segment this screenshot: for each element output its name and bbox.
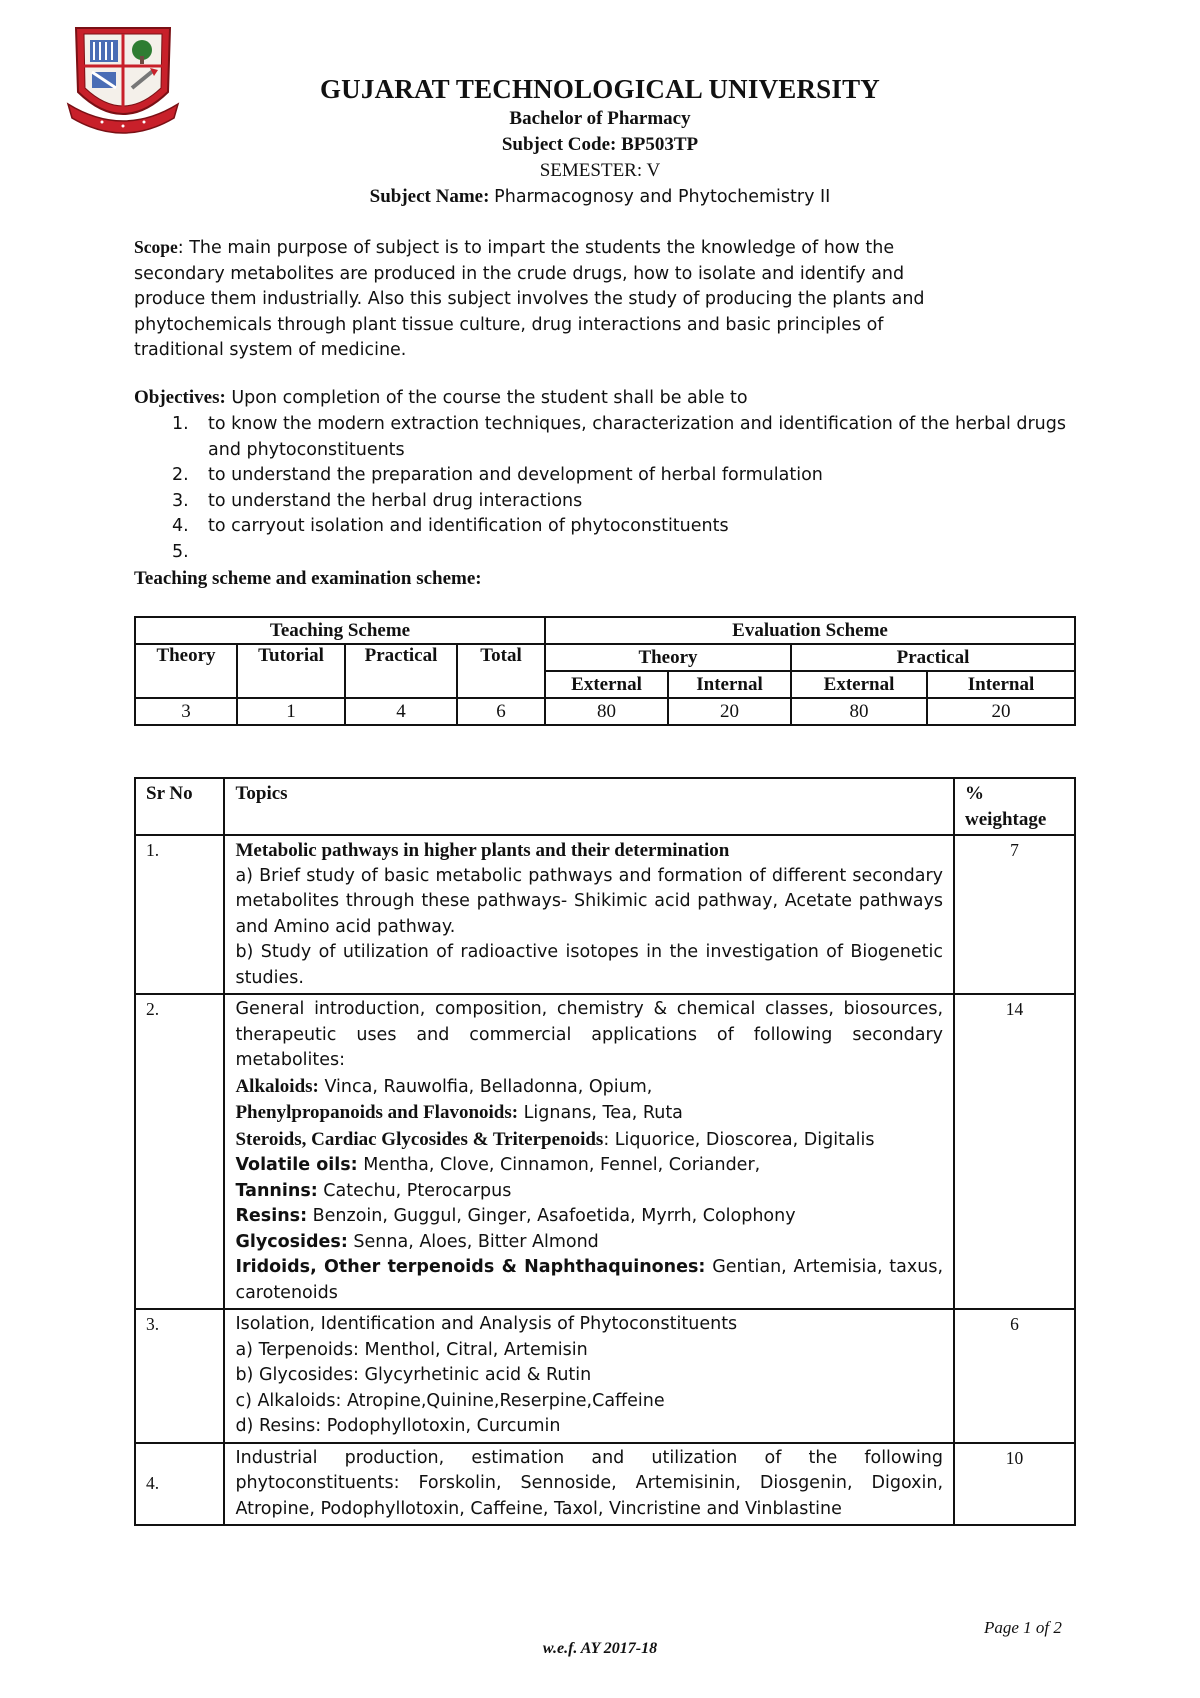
group-label: Tannins:	[235, 1180, 318, 1201]
row-topic-group	[235, 1100, 943, 1127]
row-weight: 7	[954, 835, 1075, 994]
objective-item	[134, 540, 1094, 566]
group-label: Resins:	[235, 1206, 308, 1226]
group-label: Volatile oils:	[235, 1155, 358, 1175]
effective-year: w.e.f. AY 2017-18	[542, 1640, 658, 1657]
table-row	[135, 994, 1075, 1309]
col-practical-external: External	[791, 671, 927, 698]
row-topic	[224, 1309, 954, 1443]
col-theory: Theory	[135, 644, 237, 698]
objective-number: 4.	[172, 516, 189, 536]
group-label: Glycosides:	[235, 1231, 348, 1252]
semester: SEMESTER: V	[539, 160, 661, 181]
row-weight: 10	[954, 1443, 1075, 1526]
teaching-scheme-header: Teaching Scheme	[135, 617, 545, 644]
value-practical: 4	[345, 698, 457, 725]
col-weightage-line1: %	[965, 783, 985, 804]
university-name: GUJARAT TECHNOLOGICAL UNIVERSITY	[319, 74, 881, 104]
objective-number: 5.	[172, 541, 189, 562]
row-topic-title: Metabolic pathways in higher plants and their determination	[235, 840, 730, 861]
group-label: Iridoids, Other terpenoids & Naphthaquinones:	[235, 1257, 706, 1277]
subject-code: Subject Code: BP503TP	[501, 134, 699, 155]
value-practical-internal: 20	[927, 698, 1075, 725]
col-eval-practical: Practical	[791, 644, 1075, 671]
value-tutorial: 1	[237, 698, 345, 725]
objective-text: to know the modern extraction techniques, characterization and identification of the herbal drugs and phytoconstituents	[208, 414, 1066, 460]
objective-text: to carryout isolation and identification of phytoconstituents	[208, 516, 729, 536]
table-row	[135, 1443, 1075, 1526]
row-topic-line: c) Alkaloids: Atropine,Quinine,Reserpine,Caffeine	[235, 1390, 665, 1411]
row-topic-intro: General introduction, composition, chemistry & chemical classes, biosources, therapeutic uses and commercial applications of following secondary metabolites:	[235, 999, 944, 1070]
objective-item	[134, 489, 1094, 515]
row-weight: 6	[954, 1309, 1075, 1443]
row-topic-group	[235, 1255, 943, 1306]
group-label: Steroids, Cardiac Glycosides & Triterpenoids	[235, 1128, 604, 1150]
scheme-table	[134, 616, 1076, 726]
group-text: Senna, Aloes, Bitter Almond	[347, 1231, 599, 1252]
row-topic: Industrial production, estimation and utilization of the following phytoconstituents: Forskolin, Sennoside, Artemisinin, Diosgenin, Digoxin, Atropine, Podophyllotoxin, Caffeine, Taxol, Vincristine and Vinblastine	[224, 1443, 954, 1526]
table-row	[135, 1309, 1075, 1443]
row-topic-line: b) Study of utilization of radioactive isotopes in the investigation of Biogenetic studies.	[235, 942, 944, 988]
col-total: Total	[457, 644, 545, 698]
row-srno: 4.	[135, 1443, 224, 1526]
row-topic	[224, 835, 954, 994]
col-theory-external: External	[545, 671, 668, 698]
table-row	[135, 835, 1075, 994]
group-text: Benzoin, Guggul, Ginger, Asafoetida, Myrrh, Colophony	[307, 1206, 796, 1226]
objective-number: 1.	[172, 414, 189, 434]
group-text: Vinca, Rauwolfia, Belladonna, Opium,	[318, 1076, 653, 1097]
col-theory-internal: Internal	[668, 671, 791, 698]
row-topic-line: b) Glycosides: Glycyrhetinic acid & Rutin	[235, 1365, 592, 1385]
row-topic-line: a) Terpenoids: Menthol, Citral, Artemisin	[235, 1339, 588, 1360]
group-text: Catechu, Pterocarpus	[317, 1180, 512, 1201]
objective-text: to understand the preparation and development of herbal formulation	[208, 465, 823, 485]
row-weight: 14	[954, 994, 1075, 1309]
row-topic-group	[235, 1127, 943, 1154]
objective-item	[134, 412, 1094, 463]
evaluation-scheme-header: Evaluation Scheme	[545, 617, 1075, 644]
col-practical: Practical	[345, 644, 457, 698]
row-topic	[224, 994, 954, 1309]
teaching-scheme-heading: Teaching scheme and examination scheme:	[134, 568, 482, 589]
objective-text	[208, 542, 214, 562]
row-srno: 1.	[135, 835, 224, 994]
objective-number: 3.	[172, 490, 189, 511]
row-topic-group	[235, 1153, 943, 1179]
row-topic-group	[235, 1204, 943, 1230]
col-topics: Topics	[224, 778, 954, 835]
objectives-list	[134, 412, 1094, 565]
row-topic-line: Isolation, Identification and Analysis of Phytoconstituents	[235, 1314, 738, 1334]
row-topic-group	[235, 1230, 943, 1256]
group-label: Alkaloids:	[235, 1075, 319, 1097]
group-text: Lignans, Tea, Ruta	[518, 1103, 683, 1123]
scope-paragraph	[134, 235, 934, 364]
row-topic-group	[235, 1074, 943, 1101]
col-weightage	[954, 778, 1075, 835]
objectives-heading	[134, 387, 748, 409]
value-theory-internal: 20	[668, 698, 791, 725]
value-theory: 3	[135, 698, 237, 725]
group-text: : Liquorice, Dioscorea, Digitalis	[603, 1129, 875, 1150]
scope-text: : The main purpose of subject is to impart the students the knowledge of how the secondary metabolites are produced in the crude drugs, how to isolate and identify and produce them industrially. Also this subject involves the study of producing the plants and phytochemicals through plant tissue culture, drug interactions and basic principles of traditional system of medicine.	[134, 238, 925, 360]
group-label: Phenylpropanoids and Flavonoids:	[235, 1102, 519, 1123]
row-topic-line: a) Brief study of basic metabolic pathways and formation of different secondary metabolites through these pathways- Shikimic acid pathway, Acetate pathways and Amino acid pathway.	[235, 865, 944, 937]
col-practical-internal: Internal	[927, 671, 1075, 698]
col-tutorial: Tutorial	[237, 644, 345, 698]
group-text: Gentian, Artemisia, taxus, carotenoids	[235, 1257, 944, 1303]
row-topic-group	[235, 1179, 943, 1205]
value-theory-external: 80	[545, 698, 668, 725]
objective-text: to understand the herbal drug interactions	[208, 490, 583, 511]
value-total: 6	[457, 698, 545, 725]
degree: Bachelor of Pharmacy	[509, 108, 691, 129]
objective-number: 2.	[172, 465, 189, 485]
subject-name-line	[0, 186, 1200, 208]
objectives-intro: Upon completion of the course the student shall be able to	[225, 388, 748, 408]
subject-name: Pharmacognosy and Phytochemistry II	[494, 187, 831, 207]
topics-table	[134, 777, 1076, 1526]
row-srno: 2.	[135, 994, 224, 1309]
scope-label: Scope	[134, 237, 178, 257]
value-practical-external: 80	[791, 698, 927, 725]
row-topic-line: d) Resins: Podophyllotoxin, Curcumin	[235, 1416, 561, 1436]
objective-item	[134, 463, 1094, 489]
subject-name-label: Subject Name:	[369, 186, 490, 207]
objective-item	[134, 514, 1094, 540]
page-number: Page 1 of 2	[984, 1618, 1062, 1637]
col-weightage-line2: weightage	[965, 808, 1047, 830]
row-srno: 3.	[135, 1309, 224, 1443]
objectives-label: Objectives:	[134, 387, 226, 408]
col-eval-theory: Theory	[545, 644, 791, 671]
col-srno: Sr No	[135, 778, 224, 835]
group-text: Mentha, Clove, Cinnamon, Fennel, Coriander,	[357, 1155, 761, 1175]
